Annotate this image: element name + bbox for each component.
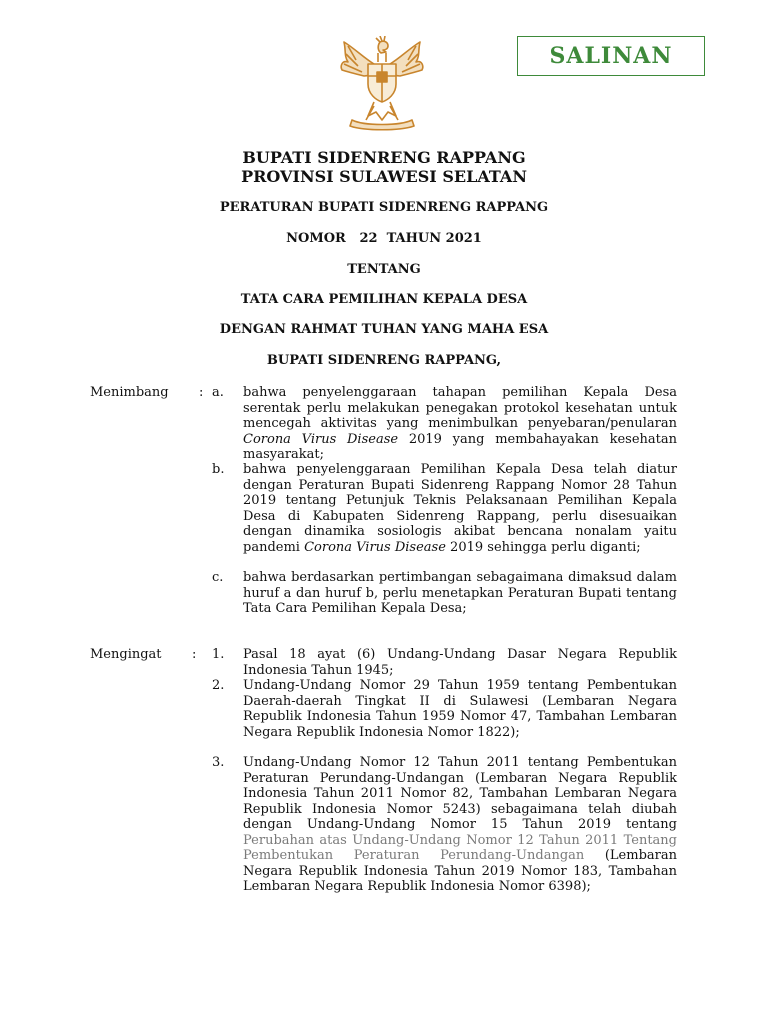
list-item-text: bahwa penyelenggaraan Pemilihan Kepala Desa telah diatur dengan Peraturan Bupati Sidenreng Rappang Nomor 28 Tahun 2019 tentang Petunjuk Teknis Pelaksanaan Pemilihan Kepala Desa di Kabupaten Sidenreng Rappang, perlu disesuaikan dengan dinamika sosiologis akibat bencana nonalam yaitu pandemi Corona Virus Disease 2019 sehingga perlu diganti; [243,462,677,555]
regulation-about: TENTANG [347,262,421,277]
issuer-line: BUPATI SIDENRENG RAPPANG, [266,353,502,368]
list-marker: 2. [212,678,225,693]
list-marker: 1. [212,647,225,662]
menimbang-colon: : [199,385,204,400]
mengingat-colon: : [192,647,197,662]
list-item-text: Pasal 18 ayat (6) Undang-Undang Dasar Negara Republik Indonesia Tahun 1945; [243,647,677,678]
list-item-text: bahwa penyelenggaraan tahapan pemilihan Kepala Desa serentak perlu melakukan penegakan protokol kesehatan untuk mencegah aktivitas yang menimbulkan penyebaran/penularan Corona Virus Disease 2019 yang membahayakan kesehatan masyarakat; [243,385,677,462]
menimbang-label: Menimbang [90,385,169,400]
list-item-text: Undang-Undang Nomor 29 Tahun 1959 tentang Pembentukan Daerah-daerah Tingkat II di Sulawesi (Lembaran Negara Republik Indonesia Tahun 1959 Nomor 47, Tambahan Lembaran Negara Republik Indonesia Nomor 1822); [243,678,677,740]
regulation-subject: TATA CARA PEMILIHAN KEPALA DESA [240,292,528,307]
mengingat-label: Mengingat [90,647,162,662]
issuer-title: BUPATI SIDENRENG RAPPANG [242,148,526,167]
list-marker: b. [212,462,225,477]
list-marker: a. [212,385,224,400]
regulation-title: PERATURAN BUPATI SIDENRENG RAPPANG [219,200,549,215]
list-marker: c. [212,570,224,585]
regulation-number: NOMOR 22 TAHUN 2021 [286,231,482,246]
garuda-emblem-icon [334,36,430,132]
province-title: PROVINSI SULAWESI SELATAN [241,167,527,186]
list-item-text: bahwa berdasarkan pertimbangan sebagaimana dimaksud dalam huruf a dan huruf b, perlu menetapkan Peraturan Bupati tentang Tata Cara Pemilihan Kepala Desa; [243,570,677,616]
list-marker: 3. [212,755,225,770]
blessing-line: DENGAN RAHMAT TUHAN YANG MAHA ESA [219,322,549,337]
list-item-text: Undang-Undang Nomor 12 Tahun 2011 tentang Pembentukan Peraturan Perundang-Undangan (Lembaran Negara Republik Indonesia Tahun 2011 Nomor 82, Tambahan Lembaran Negara Republik Indonesia Nomor 5243) sebagaimana telah diubah dengan Undang-Undang Nomor 15 Tahun 2019 tentang Perubahan atas Undang-Undang Nomor 12 Tahun 2011 Tentang Pembentukan Peraturan Perundang-Undangan (Lembaran Negara Republik Indonesia Tahun 2019 Nomor 183, Tambahan Lembaran Negara Republik Indonesia Nomor 6398); [243,755,677,894]
salinan-stamp: SALINAN [517,36,705,76]
